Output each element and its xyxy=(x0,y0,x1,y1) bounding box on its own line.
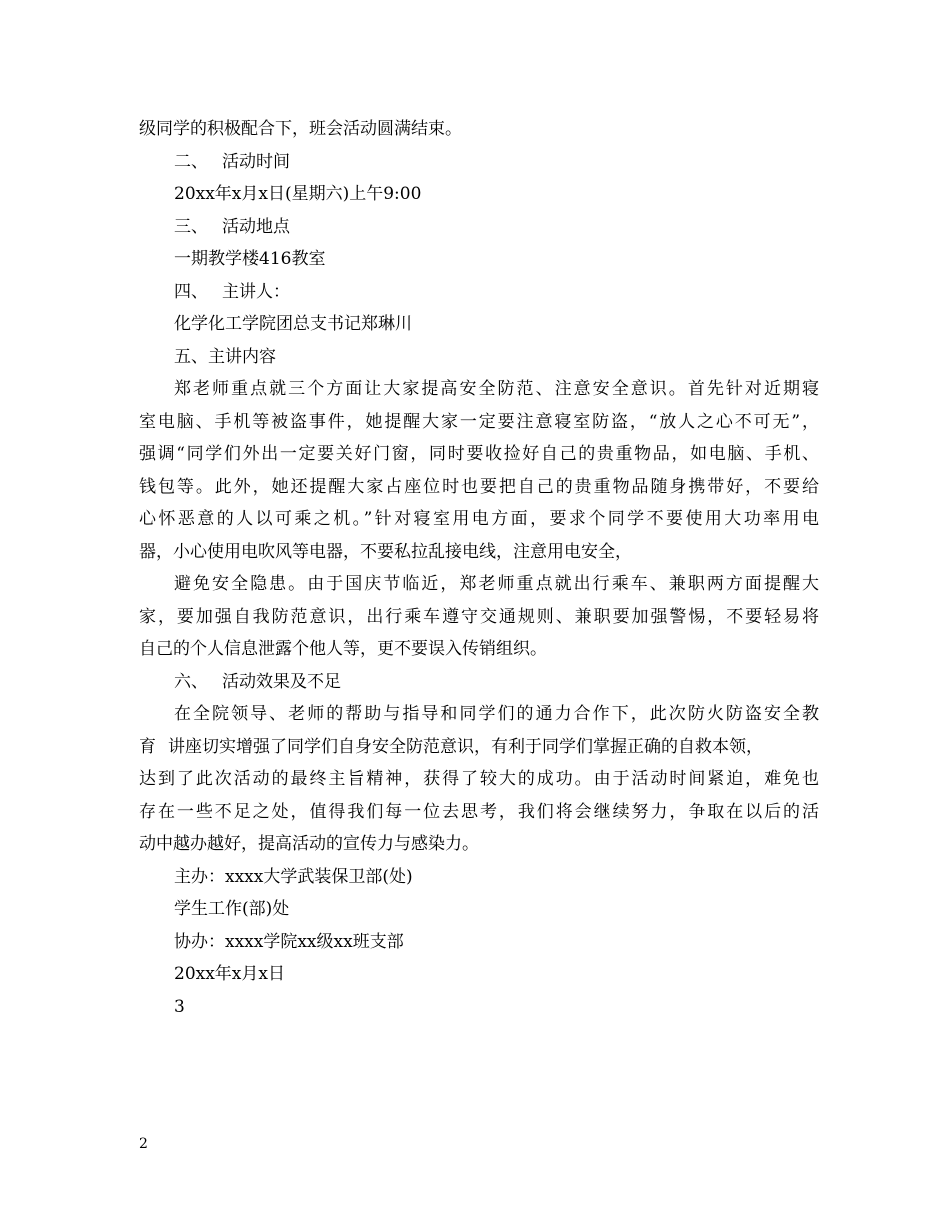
text-line: 器，小心使用电吹风等电器，不要私拉乱接电线，注意用电安全， xyxy=(139,541,632,562)
organizer-line: 主办：xxxx大学武装保卫部(处) xyxy=(174,866,413,887)
section-number: 三、 xyxy=(174,216,208,237)
text-line: 20xx年x月x日(星期六)上午9:00 xyxy=(174,184,422,204)
text-fragment: 讲座切实增强了同学们自身安全防范意识，有利于同学们掌握正确的自救本领， xyxy=(168,736,763,757)
page-number: 2 xyxy=(139,1136,148,1152)
text-line xyxy=(139,731,819,764)
date-line: 20xx年x月x日 xyxy=(174,964,285,984)
text-fragment: 育 xyxy=(139,736,156,757)
co-organizer-line: 协办：xxxx学院xx级xx班支部 xyxy=(174,931,404,952)
text-line: 心怀恶意的人以可乘之机。”针对寝室用电方面，要求个同学不要使用大功率用电 xyxy=(139,509,819,529)
section-number: 四、 xyxy=(174,281,208,302)
text-line: 在全院领导、老师的帮助与指导和同学们的通力合作下，此次防火防盗安全教 xyxy=(174,704,819,724)
section-number: 六、 xyxy=(174,671,208,692)
text-line: 达到了此次活动的最终主旨精神，获得了较大的成功。由于活动时间紧迫，难免也 xyxy=(139,769,819,789)
section-heading-results xyxy=(139,666,819,699)
text-line: 级同学的积极配合下，班会活动圆满结束。 xyxy=(139,119,462,139)
section-title: 主讲人： xyxy=(222,281,290,302)
document-body xyxy=(139,113,819,1023)
section-title: 活动效果及不足 xyxy=(222,671,341,692)
section-heading-location xyxy=(139,211,819,244)
text-line: 避免安全隐患。由于国庆节临近，郑老师重点就出行乘车、兼职两方面提醒大 xyxy=(174,574,819,594)
text-line: 郑老师重点就三个方面让大家提高安全防范、注意安全意识。首先针对近期寝 xyxy=(174,379,819,399)
text-line: 动中越办越好，提高活动的宣传力与感染力。 xyxy=(139,834,479,854)
section-title: 活动时间 xyxy=(222,151,290,172)
text-line: 强调“同学们外出一定要关好门窗，同时要收捡好自己的贵重物品，如电脑、手机、 xyxy=(139,444,819,464)
text-line: 一期教学楼416教室 xyxy=(174,249,326,269)
section-title: 活动地点 xyxy=(222,216,290,237)
text-line: 3 xyxy=(174,996,185,1017)
section-number: 二、 xyxy=(174,151,208,172)
section-heading-speaker xyxy=(139,276,819,309)
text-line: 室电脑、手机等被盗事件，她提醒大家一定要注意寝室防盗，“放人之心不可无”， xyxy=(139,411,819,432)
text-line: 化学化工学院团总支书记郑琳川 xyxy=(174,314,412,334)
text-line: 钱包等。此外，她还提醒大家占座位时也要把自己的贵重物品随身携带好，不要给 xyxy=(139,476,819,497)
section-heading-time xyxy=(139,146,819,179)
text-line: 存在一些不足之处，值得我们每一位去思考，我们将会继续努力，争取在以后的活 xyxy=(139,801,819,822)
organizer-line: 学生工作(部)处 xyxy=(174,899,290,919)
text-line: 家，要加强自我防范意识，出行乘车遵守交通规则、兼职要加强警惕，不要轻易将 xyxy=(139,606,819,627)
section-heading-content: 五、主讲内容 xyxy=(174,346,276,367)
text-line: 自己的个人信息泄露个他人等，更不要误入传销组织。 xyxy=(139,639,547,659)
